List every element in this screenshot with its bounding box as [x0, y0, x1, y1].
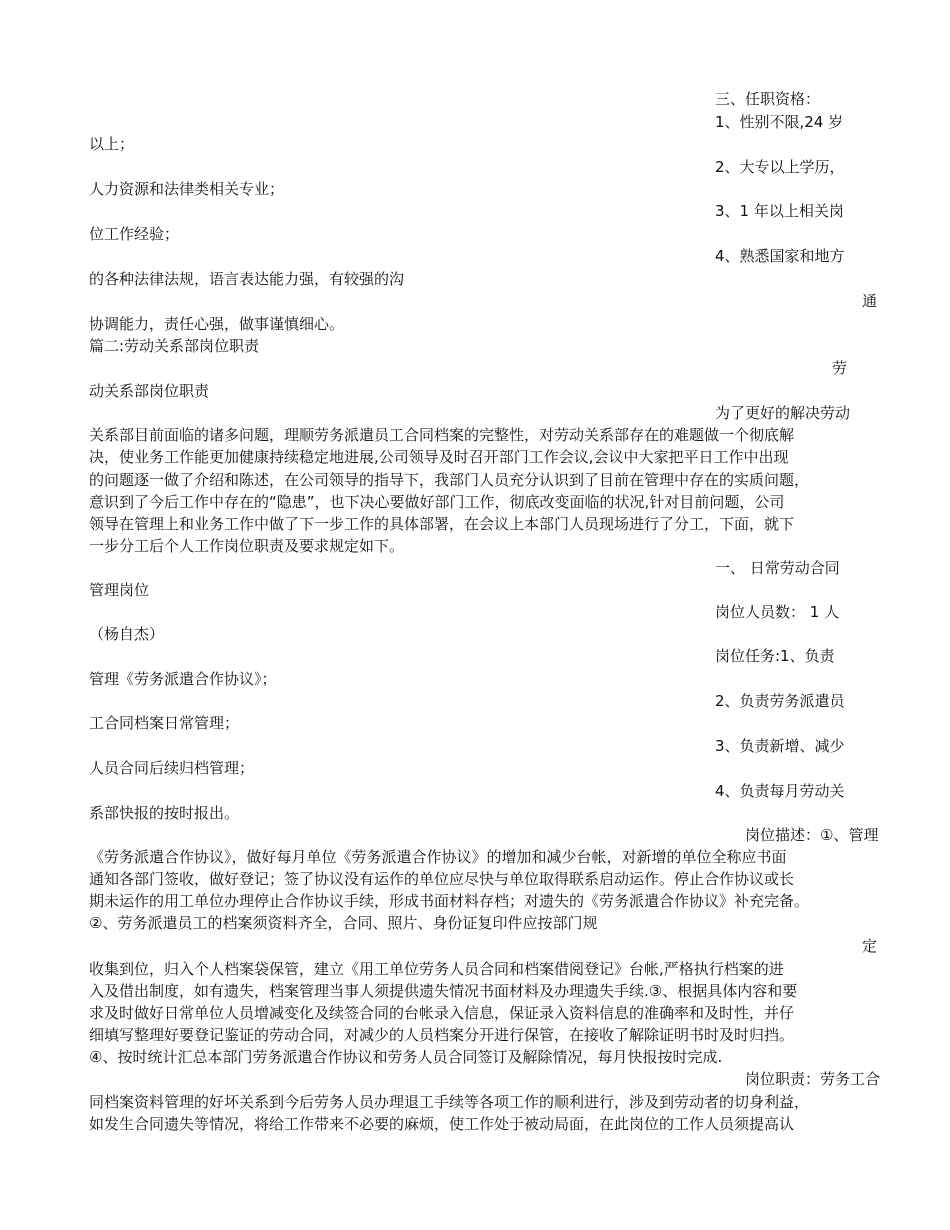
text-line: 决，使业务工作能更加健康持续稳定地进展,公司领导及时召开部门工作会议,会议中大家把平日工作中出现	[89, 448, 789, 466]
text-line: 《劳务派遣合作协议》，做好每月单位《劳务派遣合作协议》的增加和减少台帐，对新增的单位全称应书面	[89, 848, 787, 866]
text-line: 2、大专以上学历，	[715, 158, 845, 176]
text-line: 如发生合同遗失等情况，将给工作带来不必要的麻烦，使工作处于被动局面，在此岗位的工作人员须提高认	[89, 1115, 795, 1133]
text-line: 管理《劳务派遣合作协议》；	[89, 670, 277, 688]
text-line: 的各种法律法规，语言表达能力强，有较强的沟	[89, 270, 405, 288]
text-line: 入及借出制度，如有遗失，档案管理当事人须提供遗失情况书面材料及办理遗失手续.③、根据具体内容和要	[89, 982, 798, 1000]
text-line: 一、 日常劳动合同	[715, 559, 840, 577]
text-line: 2、负责劳务派遣员	[715, 692, 845, 710]
text-line: 为了更好的解决劳动	[715, 404, 851, 422]
text-line: 岗位职责：劳务工合	[745, 1070, 881, 1088]
text-line: ④、按时统计汇总本部门劳务派遣合作协议和劳务人员合同签订及解除情况，每月快报按时完成.	[89, 1048, 723, 1066]
text-line: 通	[862, 292, 878, 310]
text-line: 岗位描述：①、管理	[745, 826, 879, 844]
text-line: 细填写整理好要登记鉴证的劳动合同，对减少的人员档案分开进行保管，在接收了解除证明书时及时归挡。	[89, 1026, 795, 1044]
text-line: 的问题逐一做了介绍和陈述，在公司领导的指导下，我部门人员充分认识到了目前在管理中存在的实质问题，	[89, 471, 810, 489]
text-line: 协调能力，责任心强，做事谨慎细心。	[89, 315, 345, 333]
text-line: 位工作经验；	[89, 225, 180, 243]
text-line: 人力资源和法律类相关专业；	[89, 180, 285, 198]
text-line: 3、1 年以上相关岗	[715, 202, 844, 220]
text-line: 意识到了今后工作中存在的“隐患”，也下决心要做好部门工作，彻底改变面临的状况,针对目前问题，公司	[89, 493, 785, 511]
text-line: 一步分工后个人工作岗位职责及要求规定如下。	[89, 537, 405, 555]
text-line: 4、负责每月劳动关	[715, 782, 845, 800]
text-line: 期未运作的用工单位办理停止合作协议手续，形成书面材料存档；对遗失的《劳务派遣合作协议》补充完备。	[89, 892, 810, 910]
text-line: 人员合同后续归档管理；	[89, 759, 255, 777]
text-line: 通知各部门签收，做好登记；签了协议没有运作的单位应尽快与单位取得联系启动运作。停止合作协议或长	[89, 870, 795, 888]
text-line: 同档案资料管理的好坏关系到今后劳务人员办理退工手续等各项工作的顺利进行，涉及到劳动者的切身利益，	[89, 1093, 810, 1111]
text-line: 求及时做好日常单位人员增减变化及续签合同的台帐录入信息，保证录入资料信息的准确率和及时性，并仔	[89, 1004, 795, 1022]
text-line: （杨自杰）	[89, 625, 165, 643]
text-line: 以上；	[89, 135, 135, 153]
text-line: 劳	[832, 359, 848, 377]
text-line: 收集到位，归入个人档案袋保管，建立《用工单位劳务人员合同和档案借阅登记》台帐,严格执行档案的进	[89, 960, 784, 978]
text-line: 管理岗位	[89, 581, 150, 599]
text-line: 岗位任务:1、负责	[715, 647, 835, 665]
text-line: 4、熟悉国家和地方	[715, 247, 845, 265]
text-line: 定	[862, 937, 878, 955]
text-line: 三、任职资格：	[715, 90, 821, 108]
text-line: 工合同档案日常管理；	[89, 714, 240, 732]
text-line: 关系部目前面临的诸多问题，理顺劳务派遣员工合同档案的完整性，对劳动关系部存在的难题做一个彻底解	[89, 426, 795, 444]
text-line: 系部快报的按时报出。	[89, 804, 240, 822]
text-line: 领导在管理上和业务工作中做了下一步工作的具体部署，在会议上本部门人员现场进行了分工，下面，就下	[89, 515, 795, 533]
section-heading: 篇二:劳动关系部岗位职责	[89, 337, 260, 355]
text-line: 岗位人员数： 1 人	[715, 603, 840, 621]
text-line: 动关系部岗位职责	[89, 382, 210, 400]
text-line: 3、负责新增、减少	[715, 737, 845, 755]
text-line: 1、性别不限,24 岁	[715, 113, 844, 131]
text-line: ②、劳务派遣员工的档案须资料齐全，合同、照片、身份证复印件应按部门规	[89, 914, 598, 932]
